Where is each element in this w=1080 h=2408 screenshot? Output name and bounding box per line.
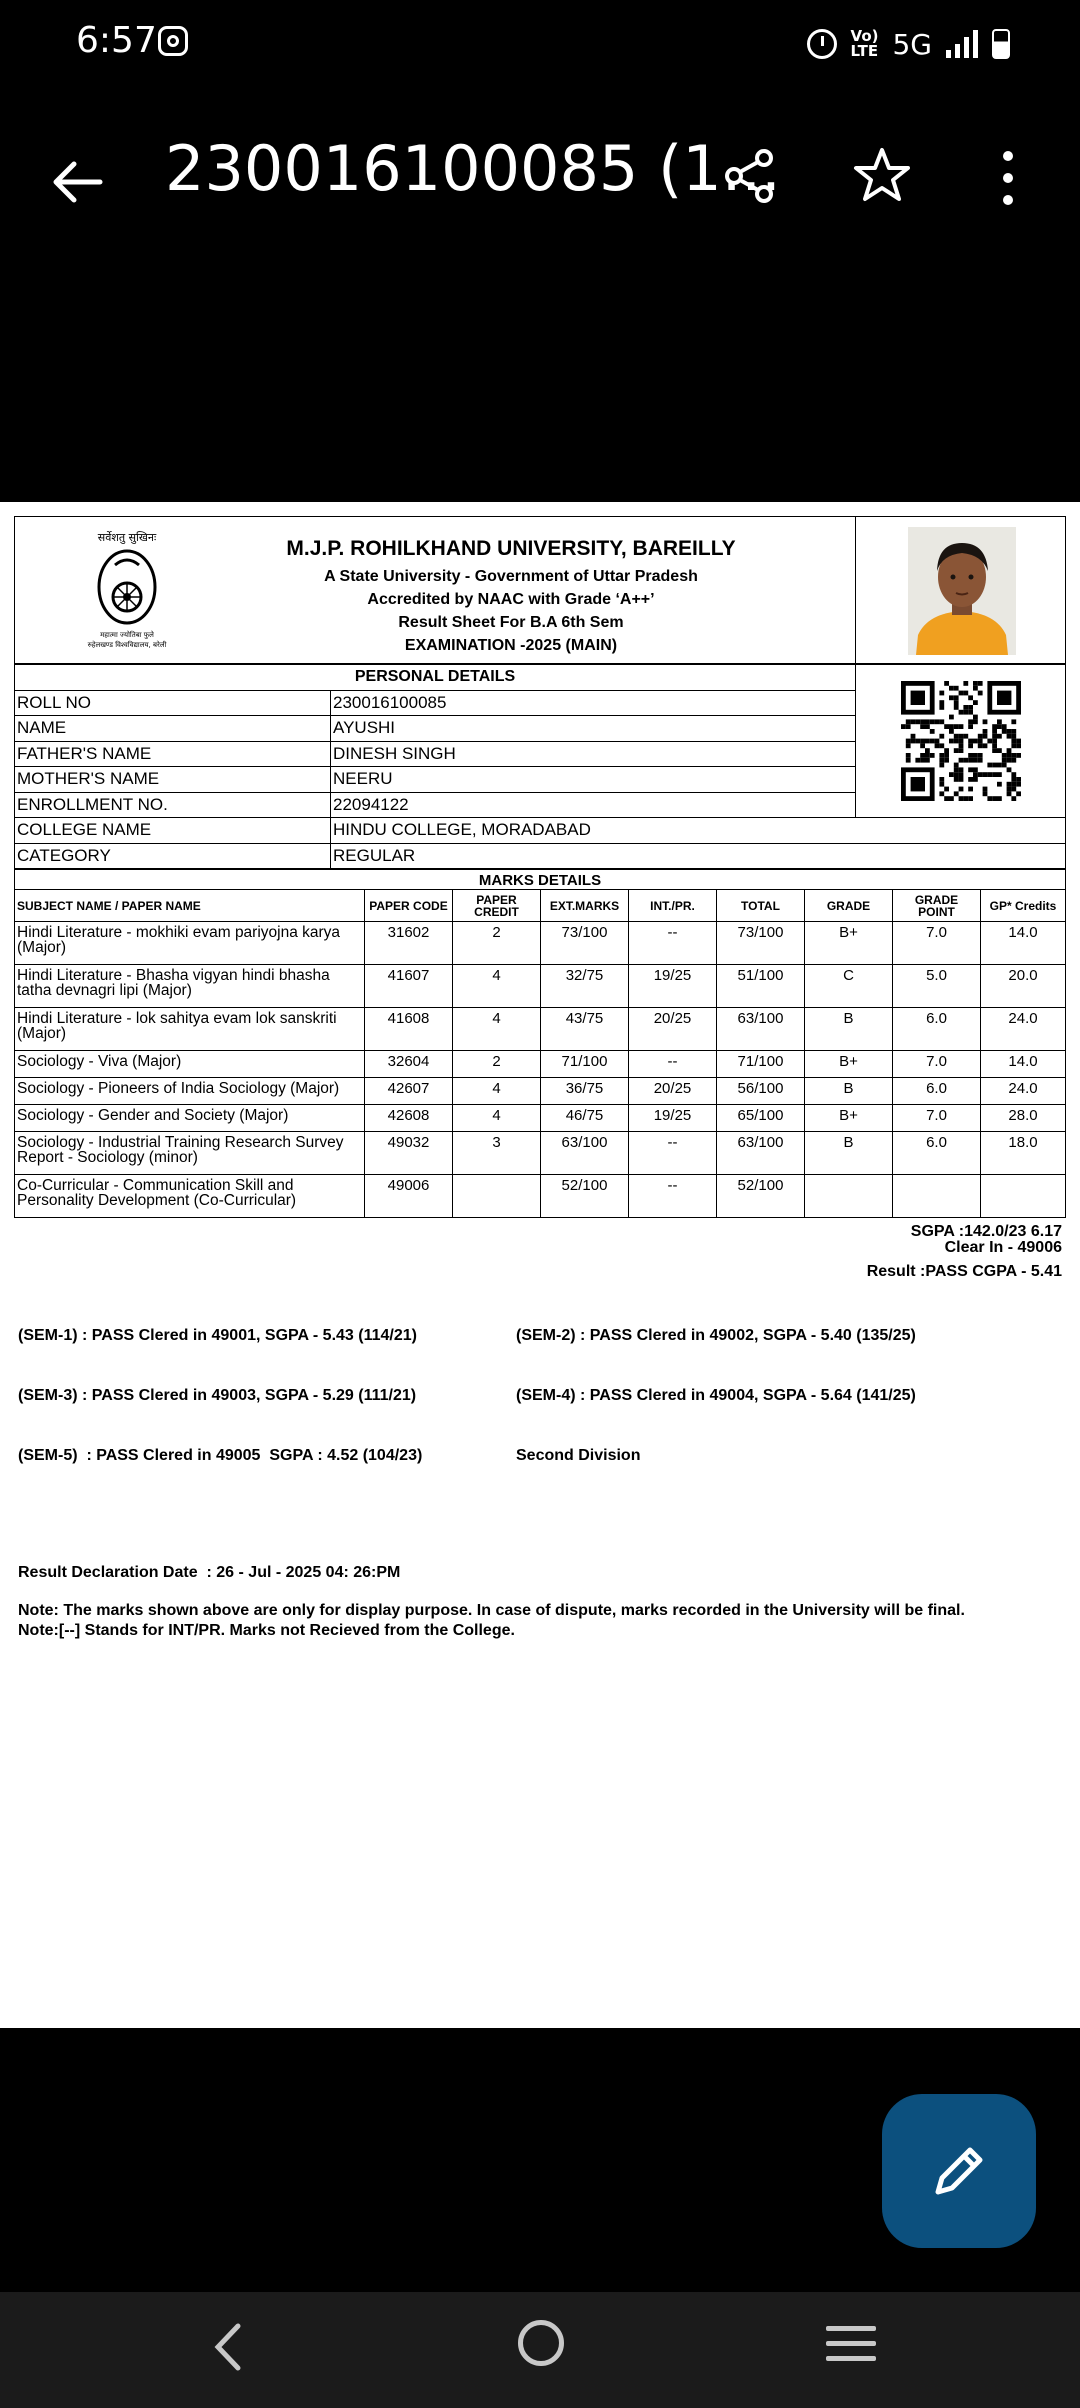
- int-cell: 19/25: [629, 965, 717, 1008]
- personal-details-table: [14, 664, 1066, 869]
- code-cell: 49032: [365, 1132, 453, 1175]
- sem-result: (SEM-4) : PASS Clered in 49004, SGPA - 5.64 (141/25): [516, 1387, 916, 1404]
- code-cell: 49006: [365, 1175, 453, 1218]
- personal-label: NAME: [15, 716, 331, 742]
- table-row: [15, 922, 1066, 965]
- personal-label: FATHER'S NAME: [15, 741, 331, 767]
- gpc-cell: 24.0: [981, 1008, 1066, 1051]
- subject-cell: Sociology - Industrial Training Research Survey Report - Sociology (minor): [15, 1132, 365, 1175]
- personal-label: COLLEGE NAME: [15, 818, 331, 844]
- personal-value: 22094122: [331, 792, 856, 818]
- signal-icon: [946, 30, 978, 58]
- credit-cell: 4: [453, 965, 541, 1008]
- int-cell: --: [629, 1175, 717, 1218]
- total-cell: 73/100: [717, 922, 805, 965]
- subject-cell: Hindi Literature - Bhasha vigyan hindi bhasha tatha devnagri lipi (Major): [15, 965, 365, 1008]
- gpc-cell: 18.0: [981, 1132, 1066, 1175]
- photo-cell: [855, 517, 1065, 663]
- gpc-cell: 28.0: [981, 1105, 1066, 1132]
- app-toolbar: [0, 90, 1080, 502]
- gpc-cell: 20.0: [981, 965, 1066, 1008]
- col-header: PAPER CODE: [365, 890, 453, 922]
- subject-cell: Sociology - Viva (Major): [15, 1051, 365, 1078]
- table-row: [15, 1105, 1066, 1132]
- col-header: INT./PR.: [629, 890, 717, 922]
- table-row: [15, 1078, 1066, 1105]
- personal-value: 230016100085: [331, 690, 856, 716]
- sem-left: [18, 1286, 422, 1506]
- personal-label: ROLL NO: [15, 690, 331, 716]
- table-row: [15, 965, 1066, 1008]
- edit-pencil-icon: [928, 2140, 990, 2202]
- personal-value: REGULAR: [331, 843, 1066, 869]
- result-document: [0, 502, 1080, 2028]
- grade-cell: B: [805, 1008, 893, 1051]
- grade-cell: B: [805, 1078, 893, 1105]
- grade-cell: [805, 1175, 893, 1218]
- ext-cell: 63/100: [541, 1132, 629, 1175]
- gp-cell: 7.0: [893, 1105, 981, 1132]
- code-cell: 31602: [365, 922, 453, 965]
- personal-value: NEERU: [331, 767, 856, 793]
- university-name: M.J.P. ROHILKHAND UNIVERSITY, BAREILLY: [286, 537, 736, 560]
- edit-fab-button[interactable]: [882, 2094, 1036, 2248]
- credit-cell: 2: [453, 922, 541, 965]
- qr-cell: [856, 665, 1066, 818]
- gpc-cell: [981, 1175, 1066, 1218]
- ext-cell: 73/100: [541, 922, 629, 965]
- student-photo: [908, 527, 1016, 655]
- marks-details-title: MARKS DETAILS: [15, 870, 1066, 890]
- ext-cell: 43/75: [541, 1008, 629, 1051]
- university-heading: [215, 537, 807, 657]
- col-header: GRADE: [805, 890, 893, 922]
- note-int: Note:[--] Stands for INT/PR. Marks not Recieved from the College.: [18, 1622, 515, 1639]
- sem-result: (SEM-2) : PASS Clered in 49002, SGPA - 5.40 (135/25): [516, 1327, 916, 1344]
- ext-cell: 36/75: [541, 1078, 629, 1105]
- total-cell: 63/100: [717, 1008, 805, 1051]
- grade-cell: B+: [805, 1105, 893, 1132]
- table-row: [15, 1051, 1066, 1078]
- credit-cell: 2: [453, 1051, 541, 1078]
- total-cell: 63/100: [717, 1132, 805, 1175]
- document-header: [14, 516, 1066, 664]
- int-cell: 19/25: [629, 1105, 717, 1132]
- col-header: SUBJECT NAME / PAPER NAME: [15, 890, 365, 922]
- heading-line: Accredited by NAAC with Grade ‘A++’: [367, 591, 655, 608]
- table-row: [15, 1175, 1066, 1218]
- sgpa-line: SGPA :142.0/23 6.17: [910, 1223, 1062, 1240]
- ext-cell: 32/75: [541, 965, 629, 1008]
- code-cell: 41608: [365, 1008, 453, 1051]
- nav-home-icon[interactable]: [518, 2320, 564, 2366]
- logo-text-top: सर्वेशतु सुखिनः: [97, 531, 157, 544]
- credit-cell: 3: [453, 1132, 541, 1175]
- qr-code: [901, 681, 1021, 801]
- int-cell: --: [629, 922, 717, 965]
- more-vert-icon[interactable]: [996, 148, 1020, 208]
- heading-line: EXAMINATION -2025 (MAIN): [404, 637, 618, 654]
- col-header: GP* Credits: [981, 890, 1066, 922]
- gp-cell: 7.0: [893, 922, 981, 965]
- total-cell: 65/100: [717, 1105, 805, 1132]
- int-cell: --: [629, 1051, 717, 1078]
- note-display: Note: The marks shown above are only for display purpose. In case of dispute, marks recorded in the University will be final.: [18, 1602, 965, 1619]
- nav-back-icon[interactable]: [210, 2322, 244, 2372]
- result-line: Result :PASS CGPA - 5.41: [866, 1263, 1062, 1280]
- ext-cell: 52/100: [541, 1175, 629, 1218]
- personal-value: AYUSHI: [331, 716, 856, 742]
- col-header: PAPER CREDIT: [453, 890, 541, 922]
- gp-cell: 6.0: [893, 1132, 981, 1175]
- alarm-icon: [807, 29, 837, 59]
- grade-cell: C: [805, 965, 893, 1008]
- volte-icon: Vo) LTE: [850, 27, 879, 60]
- document-title: 230016100085 (1...: [165, 132, 781, 205]
- gp-cell: 6.0: [893, 1008, 981, 1051]
- gp-cell: 5.0: [893, 965, 981, 1008]
- col-header: GRADE POINT: [893, 890, 981, 922]
- clear-in-line: Clear In - 49006: [944, 1239, 1062, 1256]
- col-header: EXT.MARKS: [541, 890, 629, 922]
- ext-cell: 46/75: [541, 1105, 629, 1132]
- document-frame: [14, 516, 1066, 1218]
- grade-cell: B+: [805, 922, 893, 965]
- personal-label: CATEGORY: [15, 843, 331, 869]
- declaration-date: Result Declaration Date : 26 - Jul - 2025 04: 26:PM: [18, 1564, 401, 1581]
- grade-cell: B+: [805, 1051, 893, 1078]
- subject-cell: Sociology - Pioneers of India Sociology (Major): [15, 1078, 365, 1105]
- int-cell: 20/25: [629, 1078, 717, 1105]
- marks-table: [14, 869, 1066, 1218]
- gpc-cell: 24.0: [981, 1078, 1066, 1105]
- sem-right: [516, 1286, 916, 1506]
- university-logo: [65, 525, 190, 653]
- table-row: [15, 1008, 1066, 1051]
- gpc-cell: 14.0: [981, 1051, 1066, 1078]
- nav-recents-icon[interactable]: [826, 2326, 876, 2371]
- int-cell: --: [629, 1132, 717, 1175]
- credit-cell: 4: [453, 1105, 541, 1132]
- network-type: 5G: [892, 27, 932, 61]
- status-icons: [807, 24, 1010, 64]
- code-cell: 42607: [365, 1078, 453, 1105]
- status-time: 6:57: [76, 20, 157, 61]
- grade-cell: B: [805, 1132, 893, 1175]
- back-arrow-icon[interactable]: [50, 154, 106, 210]
- col-header: TOTAL: [717, 890, 805, 922]
- status-bar: [0, 0, 1080, 90]
- personal-value: DINESH SINGH: [331, 741, 856, 767]
- credit-cell: 4: [453, 1008, 541, 1051]
- logo-text-bottom: महात्मा ज्योतिबा फुले: [100, 631, 154, 639]
- gp-cell: 7.0: [893, 1051, 981, 1078]
- star-icon[interactable]: [852, 146, 912, 206]
- battery-icon: [992, 29, 1010, 59]
- code-cell: 42608: [365, 1105, 453, 1132]
- credit-cell: 4: [453, 1078, 541, 1105]
- code-cell: 41607: [365, 965, 453, 1008]
- share-icon[interactable]: [722, 148, 778, 204]
- table-row: [15, 1132, 1066, 1175]
- gp-cell: [893, 1175, 981, 1218]
- system-nav-bar: [0, 2292, 1080, 2408]
- gp-cell: 6.0: [893, 1078, 981, 1105]
- heading-line: Result Sheet For B.A 6th Sem: [398, 614, 624, 631]
- personal-value: HINDU COLLEGE, MORADABAD: [331, 818, 1066, 844]
- instagram-icon: [158, 26, 188, 56]
- personal-label: MOTHER'S NAME: [15, 767, 331, 793]
- personal-label: ENROLLMENT NO.: [15, 792, 331, 818]
- total-cell: 56/100: [717, 1078, 805, 1105]
- sem-result: (SEM-1) : PASS Clered in 49001, SGPA - 5.43 (114/21): [18, 1327, 417, 1344]
- subject-cell: Hindi Literature - lok sahitya evam lok sanskriti (Major): [15, 1008, 365, 1051]
- total-cell: 52/100: [717, 1175, 805, 1218]
- total-cell: 71/100: [717, 1051, 805, 1078]
- code-cell: 32604: [365, 1051, 453, 1078]
- gpc-cell: 14.0: [981, 922, 1066, 965]
- personal-details-title: PERSONAL DETAILS: [15, 665, 856, 691]
- int-cell: 20/25: [629, 1008, 717, 1051]
- svg-text:रुहेलखण्ड विश्वविद्यालय, बरेली: रुहेलखण्ड विश्वविद्यालय, बरेली: [87, 641, 167, 649]
- total-cell: 51/100: [717, 965, 805, 1008]
- heading-line: A State University - Government of Uttar Pradesh: [324, 568, 698, 585]
- sem-result: (SEM-5) : PASS Clered in 49005 SGPA : 4.52 (104/23): [18, 1447, 423, 1464]
- subject-cell: Hindi Literature - mokhiki evam pariyojna karya (Major): [15, 922, 365, 965]
- subject-cell: Sociology - Gender and Society (Major): [15, 1105, 365, 1132]
- division: Second Division: [516, 1447, 641, 1464]
- credit-cell: [453, 1175, 541, 1218]
- subject-cell: Co-Curricular - Communication Skill and Personality Development (Co-Curricular): [15, 1175, 365, 1218]
- sem-result: (SEM-3) : PASS Clered in 49003, SGPA - 5.29 (111/21): [18, 1387, 417, 1404]
- ext-cell: 71/100: [541, 1051, 629, 1078]
